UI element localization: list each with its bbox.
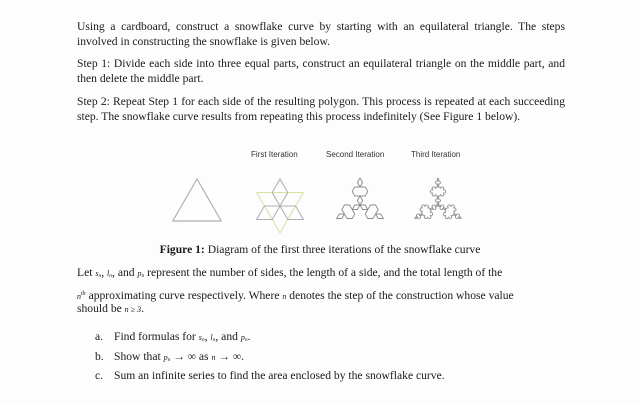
first-iteration-label: First Iteration [251,150,298,159]
question-a: a. Find formulas for sn, ln, and pn. [95,330,251,343]
step-2-paragraph: Step 2: Repeat Step 1 for each side of the resulting polygon. This process is repeated at each succeeding step. The snowflake curve results from repeating this process indefinitely (See Figure 1 below). [77,95,565,123]
step-1-paragraph: Step 1: Divide each side into three equal parts, construct an equilateral triangle on the middle part, and then delete the middle part. [77,57,565,85]
snowflake-diagram [160,148,490,238]
intro-paragraph: Using a cardboard, construct a snowflake curve by starting with an equilateral triangle. The steps involved in constructing the snowflake is given below. [77,20,565,48]
first-iteration-guide-triangle [257,193,304,234]
snowflake-figure [160,148,490,238]
figure-caption [0,243,640,256]
condition: n ≥ 3 [124,305,142,314]
definition-line-3: should be n ≥ 3. [77,302,144,315]
second-iteration-label: Second Iteration [326,150,385,159]
first-iteration-star [257,179,304,220]
question-c: c. Sum an infinite series to find the area enclosed by the snowflake curve. [95,369,445,382]
definition-line-2: $n^{th}$ approximating curve respectively. Where n denotes the step of the construction whose value [77,289,514,302]
definition-line-1: Let sn, ln, and pn represent the number of sides, the length of a side, and the total length of the [77,266,503,279]
figure-caption-text: Diagram of the first three iterations of the snowflake curve [204,243,481,256]
figure-caption-label: Figure 1: [159,243,205,256]
third-iteration-label: Third Iteration [411,150,461,159]
third-iteration-flake [415,178,462,219]
var-l: l [107,269,110,278]
second-iteration-flake [337,178,384,219]
var-s: s [95,269,99,278]
base-triangle [173,179,222,221]
var-p: p [137,269,142,278]
question-b: b. Show that pn → ∞ as n → ∞. [95,350,245,363]
